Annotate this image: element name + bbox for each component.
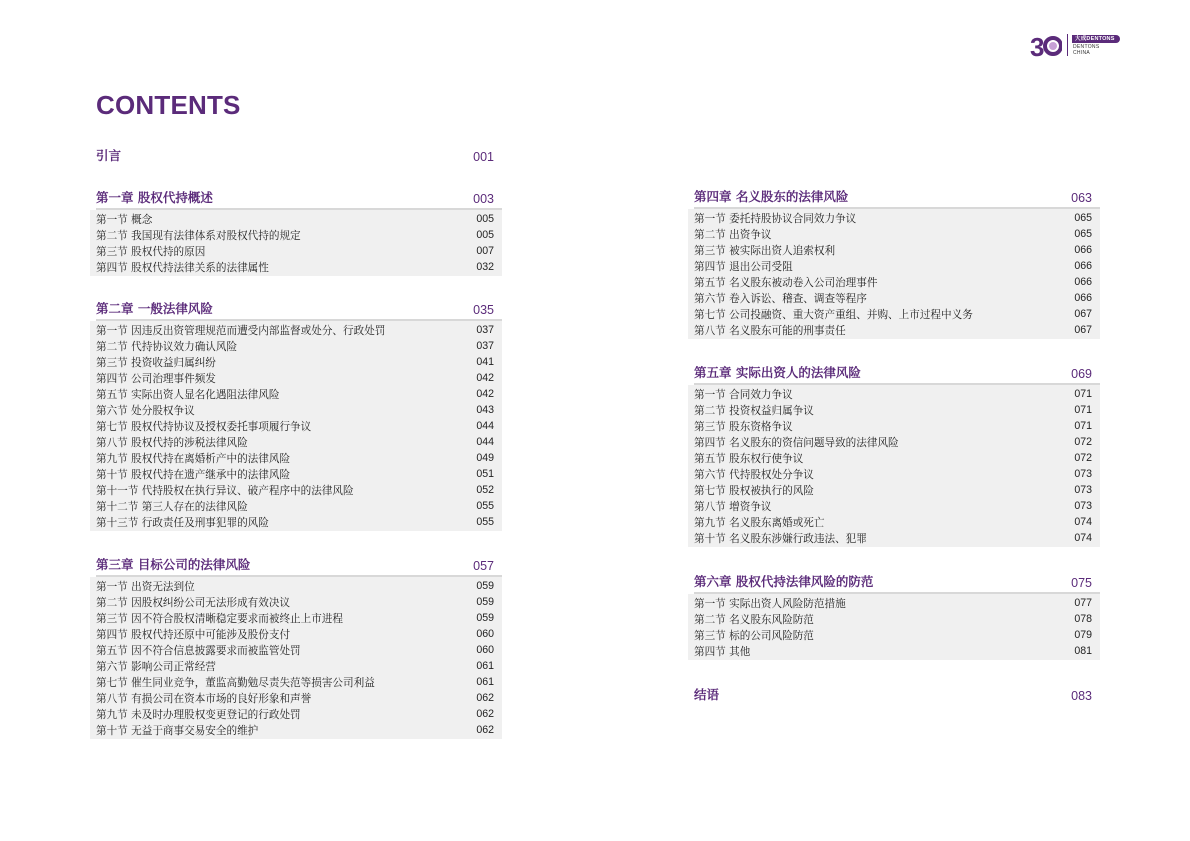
entry-page: 055 — [476, 516, 494, 528]
entry-page: 071 — [1074, 388, 1092, 400]
30-anniversary-emblem — [1030, 31, 1062, 59]
entry-page: 051 — [476, 468, 494, 480]
entry-title: 第四节 退出公司受阻 — [694, 260, 793, 273]
toc-entry[interactable] — [96, 498, 494, 514]
entry-page: 005 — [476, 213, 494, 225]
entry-title: 第七节 股权被执行的风险 — [694, 484, 814, 497]
toc-entry[interactable] — [694, 530, 1092, 546]
entry-title: 第一节 概念 — [96, 213, 153, 226]
entry-page: 074 — [1074, 516, 1092, 528]
toc-entry[interactable] — [694, 402, 1092, 418]
entry-page: 060 — [476, 628, 494, 640]
svg-text:3: 3 — [1030, 32, 1045, 59]
chapter-3-page: 057 — [473, 559, 494, 573]
entry-title: 第十节 无益于商事交易安全的维护 — [96, 724, 259, 737]
toc-entry[interactable] — [96, 610, 494, 626]
entry-page: 059 — [476, 580, 494, 592]
entry-title: 第八节 增资争议 — [694, 500, 772, 513]
entry-title: 第二节 投资权益归属争议 — [694, 404, 814, 417]
entry-page: 060 — [476, 644, 494, 656]
entry-title: 第四节 名义股东的资信问题导致的法律风险 — [694, 436, 899, 449]
chapter-6-list — [688, 594, 1100, 660]
page-title: CONTENTS — [96, 90, 241, 120]
toc-chapter-6 — [694, 573, 1100, 660]
entry-title: 第十一节 代持股权在执行异议、破产程序中的法律风险 — [96, 484, 354, 497]
chapter-2-list — [90, 321, 502, 531]
conclusion-title: 结语 — [694, 687, 720, 702]
entry-title: 第三节 股东资格争议 — [694, 420, 793, 433]
conclusion-page: 083 — [1071, 689, 1092, 703]
toc-chapter-5 — [694, 364, 1100, 547]
entry-title: 第五节 名义股东被动卷入公司治理事件 — [694, 276, 878, 289]
entry-title: 第一节 合同效力争议 — [694, 388, 793, 401]
toc-entry[interactable] — [96, 626, 494, 642]
entry-page: 067 — [1074, 324, 1092, 336]
entry-page: 037 — [476, 340, 494, 352]
toc-entry[interactable] — [694, 611, 1092, 627]
chapter-2-title: 第二章 一般法律风险 — [96, 301, 213, 316]
toc-entry[interactable] — [96, 658, 494, 674]
entry-title: 第八节 股权代持的涉税法律风险 — [96, 436, 248, 449]
toc-entry[interactable] — [96, 450, 494, 466]
entry-page: 074 — [1074, 532, 1092, 544]
toc-entry[interactable] — [694, 322, 1092, 338]
entry-page: 041 — [476, 356, 494, 368]
intro-page: 001 — [473, 150, 494, 164]
entry-title: 第三节 被实际出资人追索权利 — [694, 244, 836, 257]
toc-entry[interactable] — [96, 211, 494, 227]
entry-title: 第十二节 第三人存在的法律风险 — [96, 500, 248, 513]
entry-title: 第三节 投资收益归属纠纷 — [96, 356, 216, 369]
toc-entry[interactable] — [96, 722, 494, 738]
entry-page: 073 — [1074, 468, 1092, 480]
chapter-1-list — [90, 210, 502, 276]
toc-entry[interactable] — [694, 386, 1092, 402]
entry-page: 071 — [1074, 404, 1092, 416]
brand-name: 大成DENTONS — [1072, 35, 1120, 43]
toc-chapter-1 — [96, 189, 502, 276]
entry-page: 042 — [476, 372, 494, 384]
entry-page: 066 — [1074, 292, 1092, 304]
toc-entry[interactable] — [96, 578, 494, 594]
chapter-1-heading[interactable] — [96, 189, 502, 210]
brand-sub — [1073, 44, 1099, 56]
chapter-3-heading[interactable] — [96, 556, 502, 577]
entry-page: 044 — [476, 420, 494, 432]
toc-entry[interactable] — [96, 594, 494, 610]
toc-entry[interactable] — [96, 227, 494, 243]
entry-title: 第二节 代持协议效力确认风险 — [96, 340, 238, 353]
entry-page: 062 — [476, 692, 494, 704]
chapter-6-title: 第六章 股权代持法律风险的防范 — [694, 574, 874, 589]
entry-page: 061 — [476, 676, 494, 688]
toc-entry[interactable] — [96, 322, 494, 338]
chapter-5-heading[interactable] — [694, 364, 1100, 385]
toc-entry[interactable] — [96, 402, 494, 418]
entry-page: 062 — [476, 708, 494, 720]
entry-page: 044 — [476, 436, 494, 448]
entry-page: 072 — [1074, 436, 1092, 448]
entry-page: 059 — [476, 612, 494, 624]
entry-title: 第二节 我国现有法律体系对股权代持的规定 — [96, 229, 301, 242]
dentons-logo — [1030, 31, 1125, 59]
entry-title: 第十节 名义股东涉嫌行政违法、犯罪 — [694, 532, 867, 545]
entry-page: 065 — [1074, 212, 1092, 224]
chapter-4-list — [688, 209, 1100, 339]
entry-title: 第五节 因不符合信息披露要求而被监管处罚 — [96, 644, 301, 657]
entry-title: 第九节 未及时办理股权变更登记的行政处罚 — [96, 708, 301, 721]
toc-entry[interactable] — [694, 482, 1092, 498]
entry-page: 052 — [476, 484, 494, 496]
chapter-5-page: 069 — [1071, 367, 1092, 381]
toc-entry[interactable] — [96, 418, 494, 434]
toc-entry[interactable] — [96, 514, 494, 530]
chapter-4-heading[interactable] — [694, 188, 1100, 209]
entry-title: 第九节 名义股东离婚或死亡 — [694, 516, 825, 529]
toc-entry[interactable] — [96, 706, 494, 722]
entry-title: 第九节 股权代持在离婚析产中的法律风险 — [96, 452, 291, 465]
entry-title: 第四节 股权代持还原中可能涉及股份支付 — [96, 628, 291, 641]
chapter-4-title: 第四章 名义股东的法律风险 — [694, 189, 849, 204]
chapter-4-page: 063 — [1071, 191, 1092, 205]
entry-title: 第七节 催生同业竞争，董监高勤勉尽责失范等损害公司利益 — [96, 676, 375, 689]
toc-entry[interactable] — [96, 243, 494, 259]
entry-page: 065 — [1074, 228, 1092, 240]
toc-chapter-2 — [96, 300, 502, 531]
entry-title: 第一节 出资无法到位 — [96, 580, 195, 593]
chapter-6-heading[interactable] — [694, 573, 1100, 594]
toc-entry[interactable] — [694, 226, 1092, 242]
entry-page: 073 — [1074, 500, 1092, 512]
toc-entry[interactable] — [96, 690, 494, 706]
entry-page: 066 — [1074, 276, 1092, 288]
chapter-1-page: 003 — [473, 192, 494, 206]
chapter-6-page: 075 — [1071, 576, 1092, 590]
entry-title: 第八节 名义股东可能的刑事责任 — [694, 324, 846, 337]
toc-entry[interactable] — [96, 674, 494, 690]
entry-page: 037 — [476, 324, 494, 336]
toc-entry[interactable] — [694, 274, 1092, 290]
entry-title: 第七节 公司投融资、重大资产重组、并购、上市过程中义务 — [694, 308, 973, 321]
entry-title: 第三节 股权代持的原因 — [96, 245, 206, 258]
brand-sub-line2: CHINA — [1073, 50, 1091, 56]
entry-page: 077 — [1074, 597, 1092, 609]
entry-page: 079 — [1074, 629, 1092, 641]
brand-sub-line1: DENTONS — [1073, 44, 1100, 50]
entry-title: 第六节 影响公司正常经营 — [96, 660, 216, 673]
entry-page: 072 — [1074, 452, 1092, 464]
entry-title: 第六节 处分股权争议 — [96, 404, 195, 417]
toc-entry[interactable] — [694, 627, 1092, 643]
chapter-3-list — [90, 577, 502, 739]
entry-title: 第一节 因违反出资管理规范而遭受内部监督或处分、行政处罚 — [96, 324, 386, 337]
toc-entry[interactable] — [694, 595, 1092, 611]
entry-page: 032 — [476, 261, 494, 273]
toc-entry[interactable] — [694, 514, 1092, 530]
entry-title: 第四节 其他 — [694, 645, 751, 658]
toc-chapter-3 — [96, 556, 502, 739]
entry-title: 第六节 卷入诉讼、稽查、调查等程序 — [694, 292, 867, 305]
toc-entry[interactable] — [694, 498, 1092, 514]
entry-title: 第一节 委托持股协议合同效力争议 — [694, 212, 857, 225]
entry-title: 第四节 股权代持法律关系的法律属性 — [96, 261, 269, 274]
toc-entry[interactable] — [96, 370, 494, 386]
entry-page: 043 — [476, 404, 494, 416]
entry-title: 第十节 股权代持在遗产继承中的法律风险 — [96, 468, 291, 481]
chapter-2-heading[interactable] — [96, 300, 502, 321]
toc-entry[interactable] — [96, 434, 494, 450]
toc-entry[interactable] — [694, 466, 1092, 482]
entry-page: 059 — [476, 596, 494, 608]
entry-title: 第三节 标的公司风险防范 — [694, 629, 814, 642]
entry-title: 第二节 出资争议 — [694, 228, 772, 241]
entry-page: 081 — [1074, 645, 1092, 657]
chapter-5-title: 第五章 实际出资人的法律风险 — [694, 365, 861, 380]
toc-entry[interactable] — [694, 290, 1092, 306]
logo-divider — [1067, 34, 1068, 56]
chapter-1-title: 第一章 股权代持概述 — [96, 190, 213, 205]
toc-entry[interactable] — [694, 258, 1092, 274]
toc-entry[interactable] — [694, 643, 1092, 659]
chapter-5-list — [688, 385, 1100, 547]
entry-page: 049 — [476, 452, 494, 464]
entry-title: 第二节 因股权纠纷公司无法形成有效决议 — [96, 596, 291, 609]
entry-title: 第一节 实际出资人风险防范措施 — [694, 597, 846, 610]
toc-entry[interactable] — [694, 434, 1092, 450]
toc-entry[interactable] — [96, 338, 494, 354]
entry-page: 062 — [476, 724, 494, 736]
entry-page: 071 — [1074, 420, 1092, 432]
toc-intro[interactable] — [96, 146, 502, 164]
entry-page: 055 — [476, 500, 494, 512]
entry-title: 第三节 因不符合股权清晰稳定要求而被终止上市进程 — [96, 612, 344, 625]
intro-title: 引言 — [96, 148, 122, 163]
toc-entry[interactable] — [96, 466, 494, 482]
toc-entry[interactable] — [96, 642, 494, 658]
entry-page: 005 — [476, 229, 494, 241]
toc-conclusion[interactable] — [694, 685, 1100, 703]
entry-title: 第二节 名义股东风险防范 — [694, 613, 814, 626]
toc-entry[interactable] — [96, 482, 494, 498]
toc-entry[interactable] — [96, 259, 494, 275]
toc-entry[interactable] — [694, 418, 1092, 434]
entry-page: 066 — [1074, 260, 1092, 272]
toc-entry[interactable] — [694, 210, 1092, 226]
entry-page: 073 — [1074, 484, 1092, 496]
entry-title: 第五节 实际出资人显名化遇阻法律风险 — [96, 388, 280, 401]
entry-page: 007 — [476, 245, 494, 257]
entry-page: 078 — [1074, 613, 1092, 625]
entry-title: 第七节 股权代持协议及授权委托事项履行争议 — [96, 420, 312, 433]
entry-title: 第五节 股东权行使争议 — [694, 452, 804, 465]
toc-entry[interactable] — [694, 242, 1092, 258]
toc-entry[interactable] — [96, 354, 494, 370]
chapter-3-title: 第三章 目标公司的法律风险 — [96, 557, 251, 572]
chapter-2-page: 035 — [473, 303, 494, 317]
entry-page: 066 — [1074, 244, 1092, 256]
entry-page: 042 — [476, 388, 494, 400]
toc-entry[interactable] — [694, 306, 1092, 322]
entry-title: 第十三节 行政责任及刑事犯罪的风险 — [96, 516, 269, 529]
entry-title: 第六节 代持股权处分争议 — [694, 468, 814, 481]
toc-entry[interactable] — [694, 450, 1092, 466]
entry-title: 第八节 有损公司在资本市场的良好形象和声誉 — [96, 692, 312, 705]
entry-title: 第四节 公司治理事件频发 — [96, 372, 216, 385]
toc-entry[interactable] — [96, 386, 494, 402]
entry-page: 061 — [476, 660, 494, 672]
entry-page: 067 — [1074, 308, 1092, 320]
toc-chapter-4 — [694, 188, 1100, 339]
